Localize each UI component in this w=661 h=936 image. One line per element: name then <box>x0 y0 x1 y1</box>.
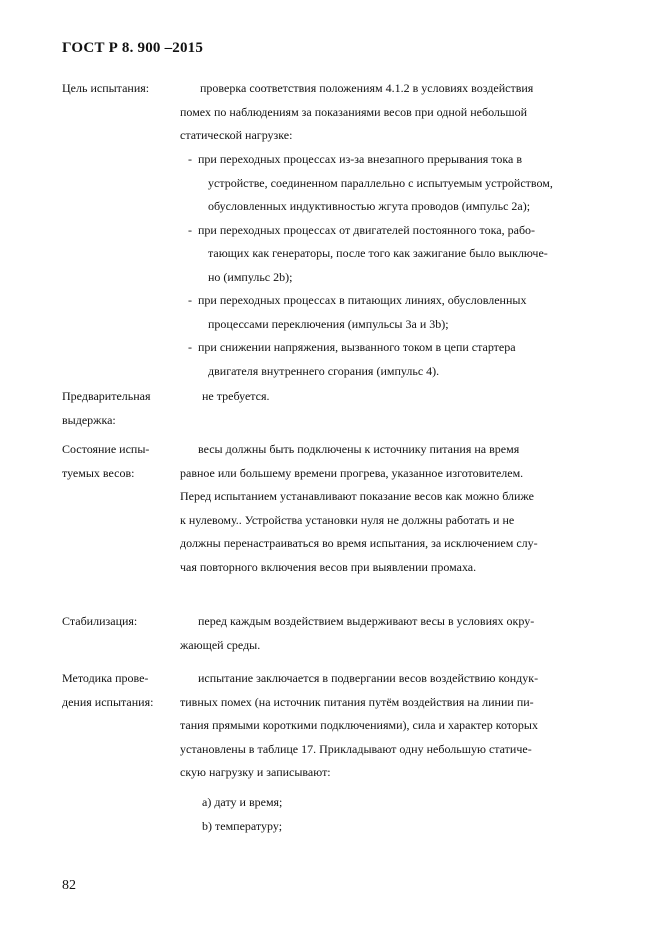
method-item: b) температуру; <box>202 818 283 833</box>
state-line: равное или большему времени прогрева, указанное изготовителем. <box>180 465 524 480</box>
purpose-line: статической нагрузке: <box>180 128 293 142</box>
stabilization-label: Стабилизация: <box>62 614 138 628</box>
stabilization-line: перед каждым воздействием выдерживают весы в условиях окру- <box>198 614 535 628</box>
preconditioning-text: не требуется. <box>202 389 270 403</box>
stabilization-text <box>180 610 580 657</box>
purpose-line: помех по наблюдениям за показаниями весов при одной небольшой <box>180 104 528 119</box>
purpose-bullet-list <box>188 148 580 383</box>
bullet-line: - при переходных процессах от двигателей постоянного тока, рабо- <box>188 222 536 237</box>
state-line: Перед испытанием устанавливают показание весов как можно ближе <box>180 489 534 503</box>
bullet-line: двигателя внутреннего сгорания (импульс 4). <box>208 363 440 378</box>
method-item: а) дату и время; <box>202 795 283 809</box>
state-line: чая повторного включения весов при выявлении промаха. <box>180 559 477 574</box>
purpose-text <box>180 77 580 148</box>
purpose-line: проверка соответствия положениям 4.1.2 в условиях воздействия <box>200 81 534 95</box>
method-text <box>180 667 580 785</box>
bullet-line: - при переходных процессах из-за внезапного прерывания тока в <box>188 152 523 166</box>
method-label: Методика прове- дения испытания: <box>62 671 154 709</box>
state-label: Состояние испы- туемых весов: <box>62 442 150 480</box>
method-items <box>180 791 580 838</box>
state-line: должны перенастраиваться во время испытания, за исключением слу- <box>180 536 538 550</box>
document-header: ГОСТ Р 8. 900 –2015 <box>62 40 204 56</box>
bullet-line: - при переходных процессах в питающих линиях, обусловленных <box>188 293 527 307</box>
purpose-label: Цель испытания: <box>62 81 150 95</box>
bullet-line: устройстве, соединенном параллельно с испытуемым устройством, <box>208 175 553 190</box>
bullet-line: - при снижении напряжения, вызванного током в цепи стартера <box>188 340 516 354</box>
state-text <box>180 438 580 579</box>
state-line: весы должны быть подключены к источнику питания на время <box>198 442 520 456</box>
method-line: тания прямыми короткими подключениями), сила и характер которых <box>180 718 538 732</box>
page-number: 82 <box>62 878 76 893</box>
stabilization-line: жающей среды. <box>180 637 261 652</box>
bullet-line: тающих как генераторы, после того как зажигание было выключе- <box>208 246 548 260</box>
bullet-line: обусловленных индуктивностью жгута проводов (импульс 2а); <box>208 199 531 213</box>
bullet-line: но (импульс 2b); <box>208 269 293 284</box>
state-line: к нулевому.. Устройства установки нуля не должны работать и не <box>180 512 515 527</box>
method-line: скую нагрузку и записывают: <box>180 765 331 779</box>
bullet-line: процессами переключения (импульсы 3а и 3b); <box>208 316 449 331</box>
preconditioning-label: Предварительная выдержка: <box>62 389 151 427</box>
method-line: установлены в таблице 17. Прикладывают одну небольшую статиче- <box>180 741 532 756</box>
method-line: испытание заключается в подвергании весов воздействию кондук- <box>198 671 539 685</box>
method-line: тивных помех (на источник питания путём воздействия на линии пи- <box>180 694 534 709</box>
